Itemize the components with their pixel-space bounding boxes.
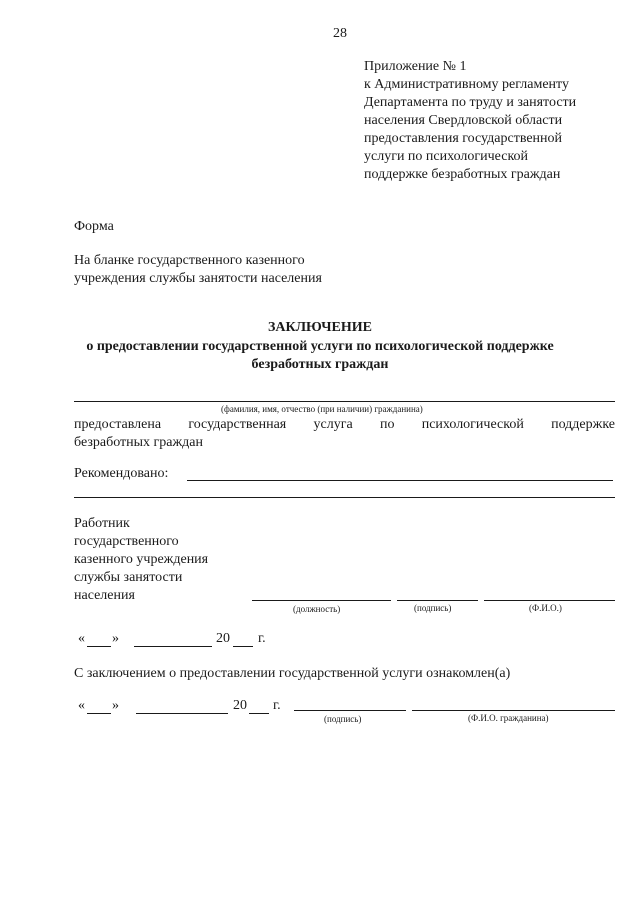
- date-open-quote: «: [78, 631, 85, 646]
- provided-text-line: безработных граждан: [74, 435, 203, 450]
- appendix-line: предоставления государственной: [364, 131, 563, 146]
- citizen-fio-line: [412, 710, 615, 711]
- form-label: Форма: [74, 219, 114, 234]
- acquainted-text: С заключением о предоставлении государственной услуги ознакомлен(а): [74, 666, 511, 681]
- appendix-line: Приложение № 1: [364, 59, 467, 74]
- signature-line: [397, 600, 478, 601]
- worker-line: населения: [74, 588, 135, 603]
- date-month-line: [136, 713, 228, 714]
- provided-word: поддержке: [551, 417, 615, 432]
- date-close-quote: »: [112, 698, 119, 713]
- date-year-line: [249, 713, 269, 714]
- date-month-line: [134, 646, 212, 647]
- recommended-label: Рекомендовано:: [74, 466, 169, 481]
- provided-word: предоставлена: [74, 417, 162, 432]
- provided-word: государственная: [188, 417, 287, 432]
- appendix-line: к Административному регламенту: [364, 77, 569, 92]
- provided-word: услуга: [313, 417, 353, 432]
- document-subtitle: безработных граждан: [251, 357, 389, 372]
- recommended-line: [187, 480, 613, 481]
- fio-line: [484, 600, 615, 601]
- date-year-line: [233, 646, 253, 647]
- recommended-line-2: [74, 497, 615, 498]
- date-year-prefix: 20: [216, 631, 230, 646]
- citizen-signature-caption: (подпись): [324, 714, 362, 724]
- document-subtitle: о предоставлении государственной услуги по психологической поддержке: [86, 339, 554, 354]
- signature-caption: (подпись): [414, 603, 452, 613]
- date-year-suffix: г.: [273, 698, 281, 713]
- blank-line: учреждения службы занятости населения: [74, 271, 322, 286]
- fio-caption-short: (Ф.И.О.): [529, 603, 562, 613]
- fio-caption: (фамилия, имя, отчество (при наличии) гражданина): [221, 404, 423, 414]
- worker-line: службы занятости: [74, 570, 183, 585]
- citizen-name-line: [74, 401, 615, 402]
- blank-line: На бланке государственного казенного: [74, 253, 305, 268]
- page-number: 28: [333, 26, 347, 41]
- appendix-line: услуги по психологической: [364, 149, 529, 164]
- date-close-quote: »: [112, 631, 119, 646]
- appendix-line: поддержке безработных граждан: [364, 167, 561, 182]
- worker-line: Работник: [74, 516, 130, 531]
- worker-line: государственного: [74, 534, 179, 549]
- position-line: [252, 600, 391, 601]
- date-year-suffix: г.: [258, 631, 266, 646]
- document-title: ЗАКЛЮЧЕНИЕ: [267, 320, 373, 335]
- provided-text-line: [74, 417, 615, 433]
- appendix-line: Департамента по труду и занятости: [364, 95, 577, 110]
- citizen-fio-caption: (Ф.И.О. гражданина): [468, 713, 549, 723]
- date-day-line: [87, 713, 111, 714]
- provided-word: психологической: [421, 417, 524, 432]
- provided-word: по: [379, 417, 395, 432]
- date-day-line: [87, 646, 111, 647]
- citizen-signature-line: [294, 710, 406, 711]
- date-year-prefix: 20: [233, 698, 247, 713]
- position-caption: (должность): [293, 604, 341, 614]
- date-open-quote: «: [78, 698, 85, 713]
- worker-line: казенного учреждения: [74, 552, 209, 567]
- appendix-line: населения Свердловской области: [364, 113, 563, 128]
